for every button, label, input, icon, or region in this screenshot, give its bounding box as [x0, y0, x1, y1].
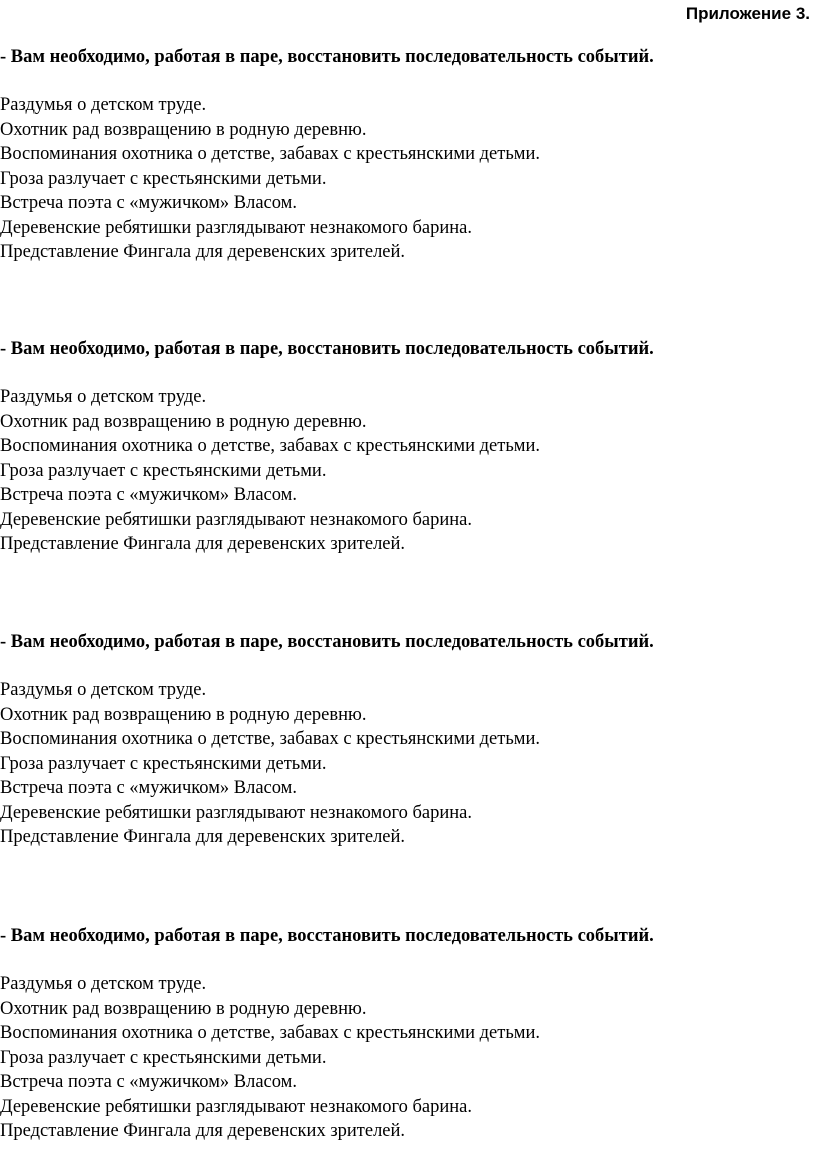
event-item: Охотник рад возвращению в родную деревню.: [0, 411, 367, 432]
event-list: [0, 972, 812, 1144]
task-heading: - Вам необходимо, работая в паре, восстановить последовательность событий.: [0, 339, 654, 359]
task-block: [0, 337, 812, 557]
event-item: Воспоминания охотника о детстве, забавах с крестьянскими детьми.: [0, 144, 540, 164]
event-item: Раздумья о детском труде.: [0, 387, 207, 407]
event-list: [0, 678, 812, 850]
event-item: Гроза разлучает с крестьянскими детьми.: [0, 168, 327, 189]
event-list: [0, 385, 812, 557]
event-item: Встреча поэта с «мужичком» Власом.: [0, 1072, 298, 1092]
event-item: Деревенские ребятишки разглядывают незнакомого барина.: [0, 509, 473, 530]
appendix-label: Приложение 3.: [685, 4, 810, 23]
task-block: [0, 924, 812, 1144]
event-item: Охотник рад возвращению в родную деревню.: [0, 998, 367, 1019]
event-item: Деревенские ребятишки разглядывают незнакомого барина.: [0, 217, 473, 238]
event-item: Представление Фингала для деревенских зрителей.: [0, 1121, 406, 1141]
task-block: [0, 45, 812, 265]
event-item: Раздумья о детском труде.: [0, 974, 207, 994]
event-item: Гроза разлучает с крестьянскими детьми.: [0, 753, 327, 774]
task-heading: - Вам необходимо, работая в паре, восстановить последовательность событий.: [0, 47, 654, 67]
event-item: Гроза разлучает с крестьянскими детьми.: [0, 1047, 327, 1068]
task-block: [0, 630, 812, 850]
event-item: Раздумья о детском труде.: [0, 680, 207, 700]
event-item: Представление Фингала для деревенских зрителей.: [0, 534, 406, 554]
event-item: Гроза разлучает с крестьянскими детьми.: [0, 460, 327, 481]
event-item: Встреча поэта с «мужичком» Власом.: [0, 485, 298, 505]
task-heading: - Вам необходимо, работая в паре, восстановить последовательность событий.: [0, 926, 654, 946]
event-item: Деревенские ребятишки разглядывают незнакомого барина.: [0, 802, 473, 823]
task-heading: - Вам необходимо, работая в паре, восстановить последовательность событий.: [0, 632, 654, 652]
event-item: Воспоминания охотника о детстве, забавах с крестьянскими детьми.: [0, 1023, 540, 1043]
event-item: Воспоминания охотника о детстве, забавах с крестьянскими детьми.: [0, 729, 540, 749]
event-item: Охотник рад возвращению в родную деревню.: [0, 119, 367, 140]
event-list: [0, 93, 812, 265]
event-item: Деревенские ребятишки разглядывают незнакомого барина.: [0, 1096, 473, 1117]
event-item: Встреча поэта с «мужичком» Власом.: [0, 778, 298, 798]
event-item: Встреча поэта с «мужичком» Власом.: [0, 193, 298, 213]
event-item: Охотник рад возвращению в родную деревню.: [0, 704, 367, 725]
event-item: Воспоминания охотника о детстве, забавах с крестьянскими детьми.: [0, 436, 540, 456]
event-item: Представление Фингала для деревенских зрителей.: [0, 827, 406, 847]
event-item: Раздумья о детском труде.: [0, 95, 207, 115]
event-item: Представление Фингала для деревенских зрителей.: [0, 242, 406, 262]
